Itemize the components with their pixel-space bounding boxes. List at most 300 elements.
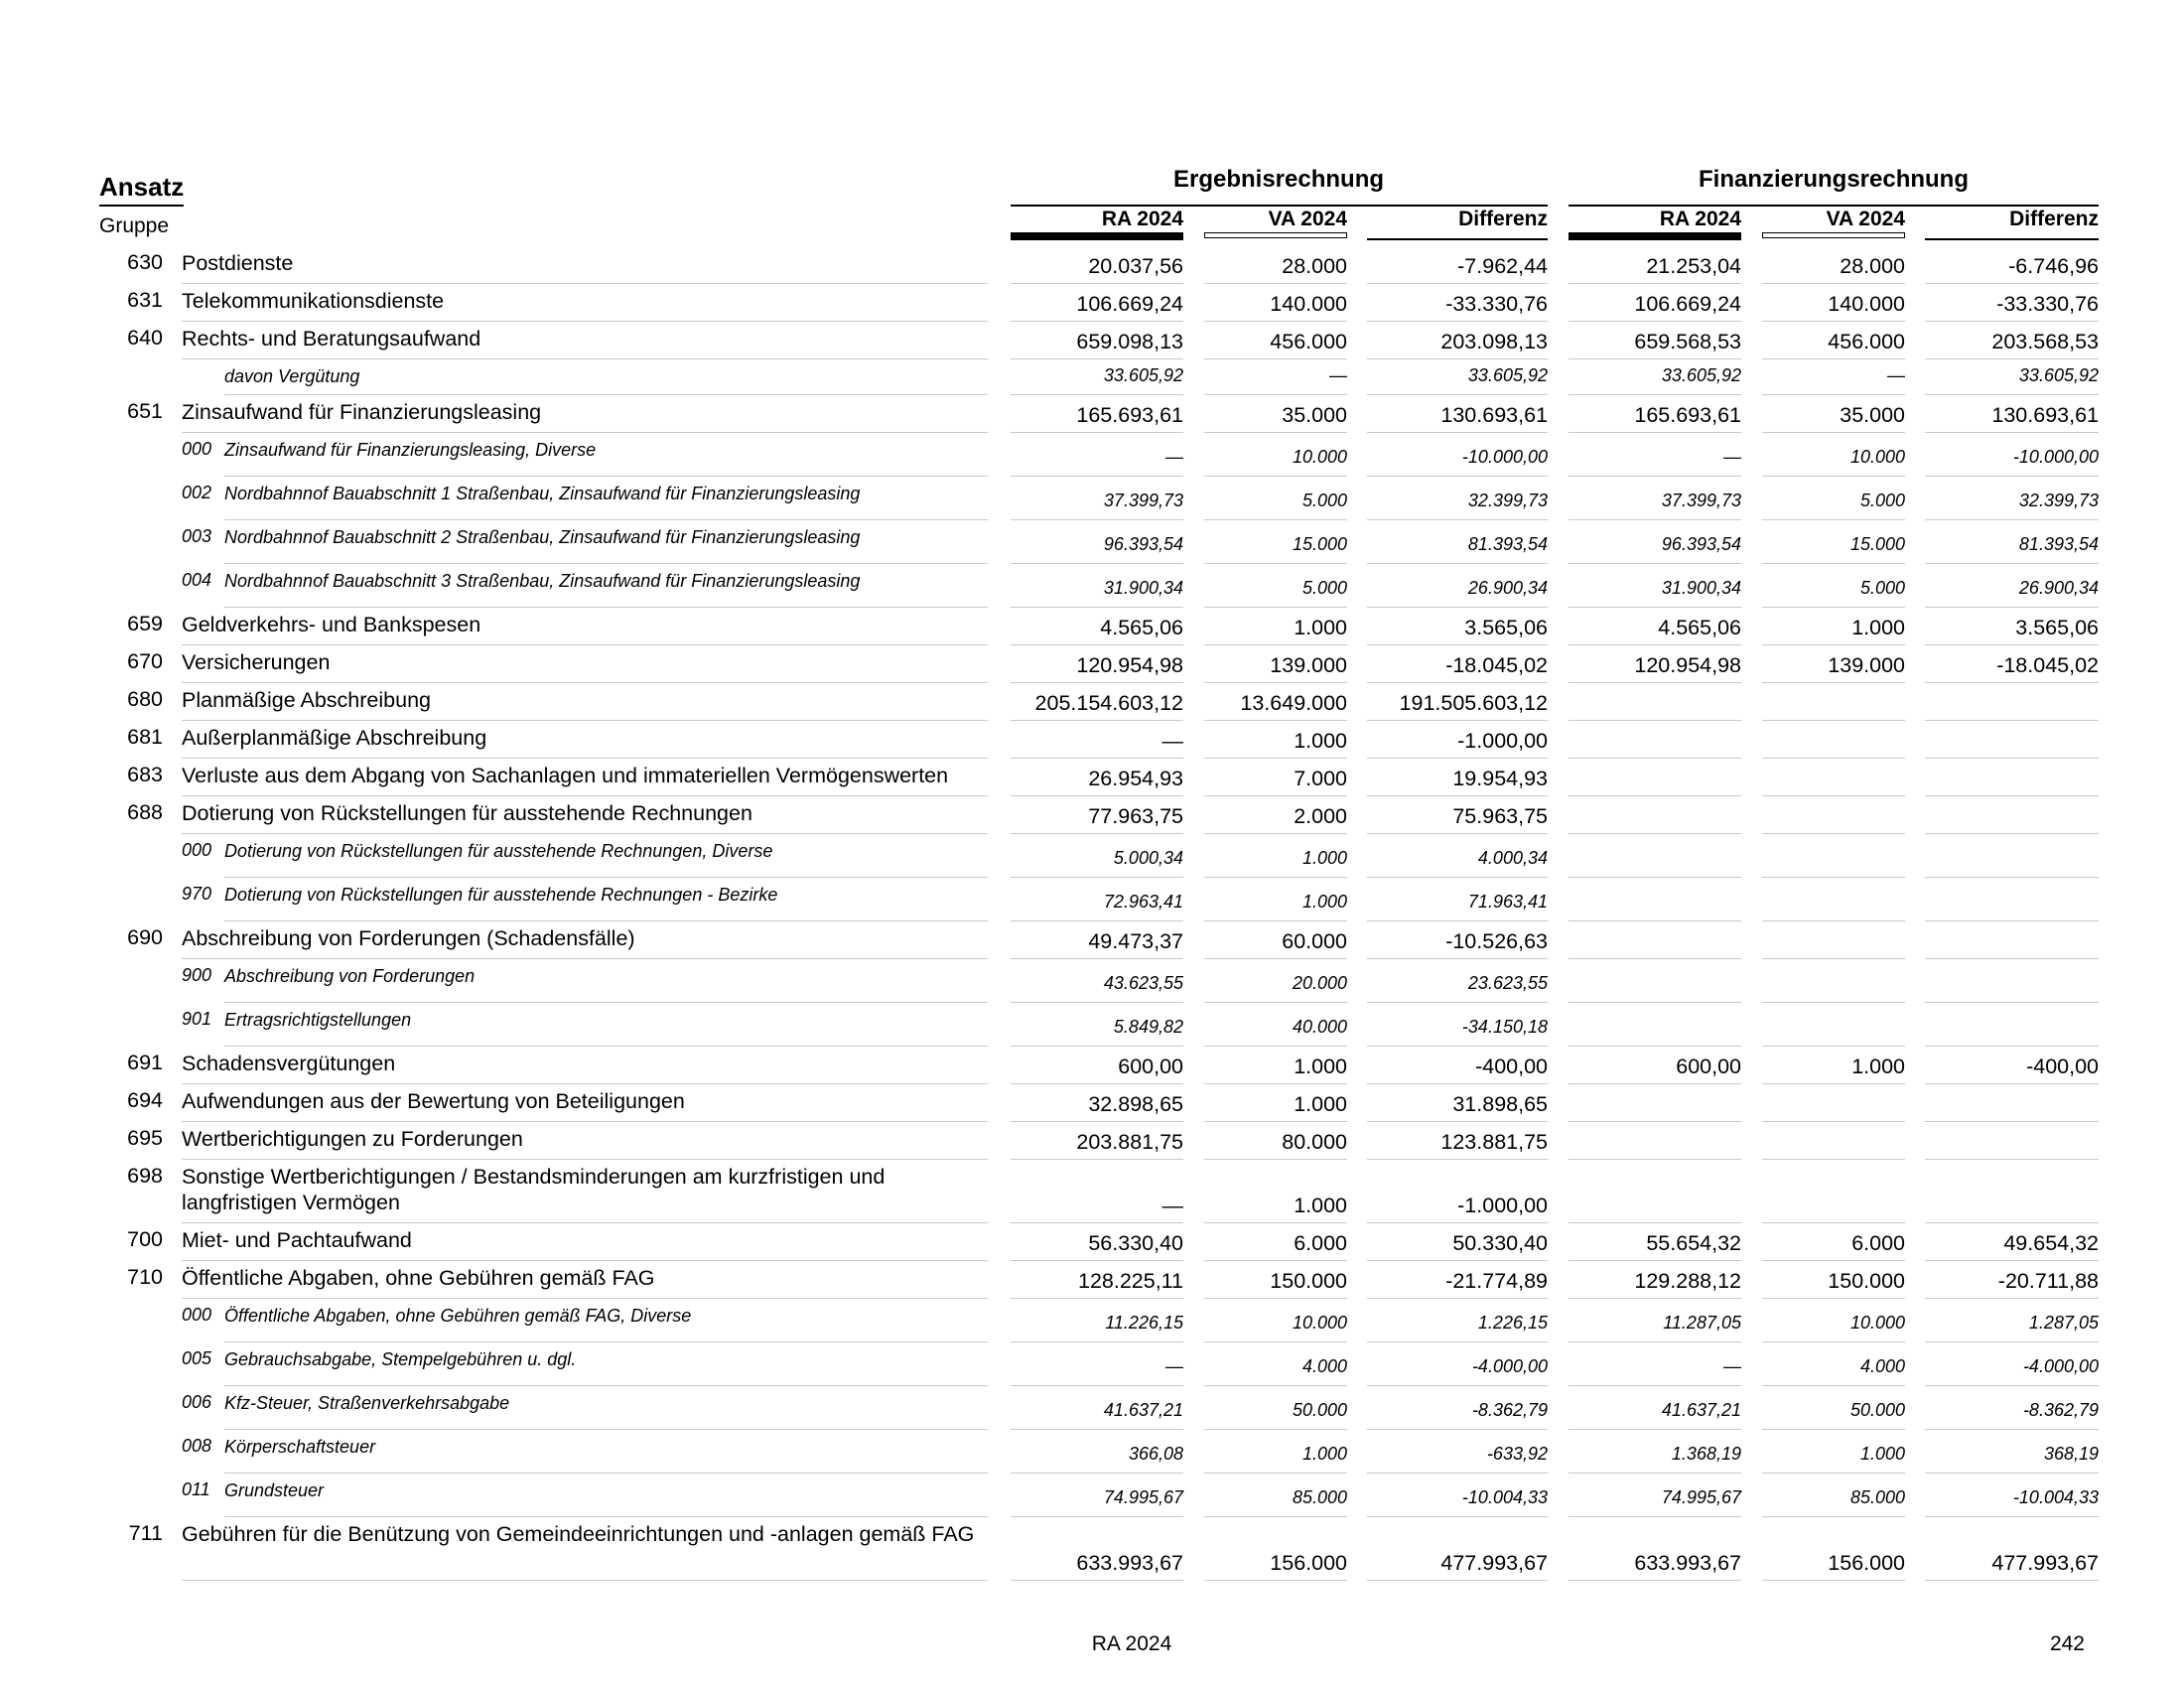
value-cell: 129.288,12 [1569,1261,1741,1299]
ansatz-code: 694 [127,1088,163,1112]
row-label: Öffentliche Abgaben, ohne Gebühren gemäß FAG [182,1261,988,1299]
value-cell: -400,00 [1367,1047,1548,1084]
value-cell: 75.963,75 [1367,796,1548,834]
value-cell: 1.000 [1204,721,1347,759]
table-row [0,1047,2184,1084]
ansatz-code: 631 [127,288,163,312]
budget-table [0,246,2184,1581]
value-cell: 10.000 [1204,433,1347,477]
sub-row-label: Grundsteuer [224,1474,988,1517]
table-row [0,796,2184,834]
ansatz-code: 680 [127,687,163,711]
sub-code: 003 [182,526,212,546]
sub-row-label: Kfz-Steuer, Straßenverkehrsabgabe [224,1386,988,1430]
value-cell: 81.393,54 [1925,520,2099,564]
sub-code: 008 [182,1436,212,1456]
ansatz-code: 681 [127,725,163,749]
value-cell: 3.565,06 [1925,608,2099,645]
col-er-ra-2024: RA 2024 [1101,208,1183,230]
table-row [0,284,2184,322]
table-row [0,878,2184,921]
value-cell: 50.000 [1204,1386,1347,1430]
sub-row-label: Ertragsrichtigstellungen [224,1003,988,1047]
row-label: Gebühren für die Benützung von Gemeindeeinrichtungen und -anlagen gemäß FAG [182,1517,988,1581]
row-label: Geldverkehrs- und Bankspesen [182,608,988,645]
value-cell: 33.605,92 [1925,359,2099,395]
value-cell: 21.253,04 [1569,246,1741,284]
value-cell: 35.000 [1762,395,1905,433]
value-cell: 56.330,40 [1011,1223,1183,1261]
table-row [0,477,2184,520]
value-cell: -633,92 [1367,1430,1548,1474]
finanzierungsrechnung-heading: Finanzierungsrechnung [1698,166,1969,193]
value-cell: 6.000 [1204,1223,1347,1261]
value-cell: 120.954,98 [1011,645,1183,683]
value-cell: 456.000 [1762,322,1905,359]
row-label: Wertberichtigungen zu Forderungen [182,1122,988,1160]
value-cell: 139.000 [1204,645,1347,683]
value-cell: — [1011,1160,1183,1223]
value-cell [1762,1003,1905,1047]
table-row [0,1430,2184,1474]
value-cell [1569,759,1741,796]
value-cell: 81.393,54 [1367,520,1548,564]
value-cell: 28.000 [1762,246,1905,284]
col-fr-va-2024: VA 2024 [1826,208,1905,230]
value-cell: 85.000 [1762,1474,1905,1517]
value-cell: 1.000 [1204,878,1347,921]
value-cell: 72.963,41 [1011,878,1183,921]
table-row [0,721,2184,759]
value-cell: -10.526,63 [1367,921,1548,959]
table-row [0,322,2184,359]
page-number: 242 [2049,1632,2085,1655]
sub-row-label: Nordbahnnof Bauabschnitt 3 Straßenbau, Zinsaufwand für Finanzierungsleasing [224,564,988,608]
value-cell: 203.881,75 [1011,1122,1183,1160]
value-cell: 3.565,06 [1367,608,1548,645]
value-cell: 1.368,19 [1569,1430,1741,1474]
value-cell: -10.000,00 [1925,433,2099,477]
table-row [0,1160,2184,1223]
value-cell: 366,08 [1011,1430,1183,1474]
value-cell: -33.330,76 [1925,284,2099,322]
value-cell: 32.399,73 [1367,477,1548,520]
value-cell: -18.045,02 [1367,645,1548,683]
value-cell: 80.000 [1204,1122,1347,1160]
value-cell: 37.399,73 [1011,477,1183,520]
sub-code: 901 [182,1009,212,1029]
value-cell: 19.954,93 [1367,759,1548,796]
value-cell: 26.954,93 [1011,759,1183,796]
value-cell: — [1569,433,1741,477]
value-cell: 1.000 [1762,1047,1905,1084]
value-cell [1762,834,1905,878]
value-cell [1925,796,2099,834]
sub-code: 900 [182,965,212,985]
value-cell: 633.993,67 [1569,1517,1741,1581]
value-cell: 41.637,21 [1569,1386,1741,1430]
value-cell: 1.226,15 [1367,1299,1548,1342]
value-cell: 156.000 [1204,1517,1347,1581]
value-cell: 33.605,92 [1011,359,1183,395]
row-label: Postdienste [182,246,988,284]
value-cell [1762,1122,1905,1160]
value-cell: 31.900,34 [1569,564,1741,608]
table-row [0,834,2184,878]
table-row [0,1084,2184,1122]
ansatz-code: 670 [127,649,163,673]
table-row [0,921,2184,959]
value-cell: — [1011,1342,1183,1386]
value-cell: -8.362,79 [1925,1386,2099,1430]
value-cell [1925,1084,2099,1122]
row-label: Außerplanmäßige Abschreibung [182,721,988,759]
table-row [0,520,2184,564]
value-cell: -33.330,76 [1367,284,1548,322]
value-cell: 74.995,67 [1569,1474,1741,1517]
value-cell: 203.568,53 [1925,322,2099,359]
value-cell: 128.225,11 [1011,1261,1183,1299]
er-va-marker-bar [1204,232,1347,238]
value-cell [1762,721,1905,759]
value-cell: 31.900,34 [1011,564,1183,608]
value-cell: -4.000,00 [1367,1342,1548,1386]
value-cell: 191.505.603,12 [1367,683,1548,721]
sub-row-label: Körperschaftsteuer [224,1430,988,1474]
value-cell: 77.963,75 [1011,796,1183,834]
sub-row-label: Nordbahnnof Bauabschnitt 2 Straßenbau, Zinsaufwand für Finanzierungsleasing [224,520,988,564]
row-label: Rechts- und Beratungsaufwand [182,322,988,359]
ansatz-heading: Ansatz [99,171,184,207]
value-cell: 4.565,06 [1011,608,1183,645]
sub-code: 000 [182,1305,212,1325]
value-cell: 165.693,61 [1011,395,1183,433]
sub-row-label: Dotierung von Rückstellungen für ausstehende Rechnungen - Bezirke [224,878,988,921]
value-cell: -400,00 [1925,1047,2099,1084]
value-cell: 4.000 [1762,1342,1905,1386]
table-row [0,359,2184,395]
value-cell: 50.000 [1762,1386,1905,1430]
value-cell: 4.000 [1204,1342,1347,1386]
value-cell: 33.605,92 [1367,359,1548,395]
value-cell [1925,721,2099,759]
value-cell: 140.000 [1204,284,1347,322]
row-label: Verluste aus dem Abgang von Sachanlagen und immateriellen Vermögenswerten [182,759,988,796]
value-cell: 1.000 [1204,1084,1347,1122]
value-cell: 165.693,61 [1569,395,1741,433]
row-label: Zinsaufwand für Finanzierungsleasing [182,395,988,433]
value-cell: 456.000 [1204,322,1347,359]
fr-differenz-rule [1925,238,2099,240]
value-cell [1762,959,1905,1003]
row-label: Miet- und Pachtaufwand [182,1223,988,1261]
value-cell [1569,796,1741,834]
value-cell: 15.000 [1204,520,1347,564]
value-cell: 20.037,56 [1011,246,1183,284]
ansatz-code: 659 [127,612,163,635]
value-cell: 106.669,24 [1011,284,1183,322]
ergebnisrechnung-heading: Ergebnisrechnung [1172,166,1385,193]
value-cell [1925,759,2099,796]
value-cell: 659.568,53 [1569,322,1741,359]
value-cell [1925,878,2099,921]
sub-code: 011 [182,1479,210,1499]
value-cell [1925,921,2099,959]
sub-row-label: davon Vergütung [224,359,988,395]
table-row [0,564,2184,608]
table-row [0,246,2184,284]
ansatz-code: 711 [128,1521,163,1545]
table-row [0,1299,2184,1342]
value-cell [1569,721,1741,759]
value-cell: 96.393,54 [1569,520,1741,564]
ansatz-code: 651 [127,399,163,423]
ansatz-code: 690 [127,925,163,949]
sub-code: 000 [182,840,212,860]
value-cell: -21.774,89 [1367,1261,1548,1299]
value-cell: 23.623,55 [1367,959,1548,1003]
value-cell [1569,683,1741,721]
value-cell: 5.849,82 [1011,1003,1183,1047]
value-cell: -34.150,18 [1367,1003,1548,1047]
value-cell [1925,1122,2099,1160]
table-row [0,645,2184,683]
value-cell: 5.000 [1762,477,1905,520]
sub-row-label: Abschreibung von Forderungen [224,959,988,1003]
value-cell: 10.000 [1762,433,1905,477]
value-cell: 26.900,34 [1367,564,1548,608]
value-cell: 31.898,65 [1367,1084,1548,1122]
value-cell [1762,683,1905,721]
value-cell: 5.000,34 [1011,834,1183,878]
value-cell: 13.649.000 [1204,683,1347,721]
value-cell: 1.000 [1204,1047,1347,1084]
col-fr-ra-2024: RA 2024 [1659,208,1741,230]
value-cell: 10.000 [1762,1299,1905,1342]
value-cell [1569,1084,1741,1122]
value-cell: — [1569,1342,1741,1386]
row-label: Telekommunikationsdienste [182,284,988,322]
value-cell: 1.000 [1762,1430,1905,1474]
value-cell [1925,1160,2099,1223]
sub-row-label: Nordbahnnof Bauabschnitt 1 Straßenbau, Zinsaufwand für Finanzierungsleasing [224,477,988,520]
ansatz-code: 640 [127,326,163,350]
value-cell: 71.963,41 [1367,878,1548,921]
value-cell: 55.654,32 [1569,1223,1741,1261]
sub-row-label: Dotierung von Rückstellungen für ausstehende Rechnungen, Diverse [224,834,988,878]
value-cell: 20.000 [1204,959,1347,1003]
col-fr-differenz: Differenz [2009,208,2099,230]
value-cell: 4.565,06 [1569,608,1741,645]
er-ra-marker-bar [1011,232,1183,240]
value-cell [1925,834,2099,878]
value-cell: 106.669,24 [1569,284,1741,322]
ansatz-code: 683 [127,763,163,786]
value-cell: 130.693,61 [1367,395,1548,433]
value-cell: 32.399,73 [1925,477,2099,520]
value-cell: 5.000 [1762,564,1905,608]
gruppe-subheading: Gruppe [99,214,170,237]
value-cell: 368,19 [1925,1430,2099,1474]
ansatz-code: 710 [127,1265,163,1289]
value-cell: 37.399,73 [1569,477,1741,520]
sub-code: 970 [182,884,212,904]
fr-ra-marker-bar [1569,232,1741,240]
value-cell: — [1762,359,1905,395]
table-row [0,1261,2184,1299]
value-cell [1762,796,1905,834]
table-row [0,959,2184,1003]
value-cell: -1.000,00 [1367,721,1548,759]
sub-code: 004 [182,570,212,590]
value-cell [1569,959,1741,1003]
table-row [0,1223,2184,1261]
value-cell: 140.000 [1762,284,1905,322]
value-cell: 15.000 [1762,520,1905,564]
table-row [0,683,2184,721]
value-cell: 156.000 [1762,1517,1905,1581]
value-cell: 150.000 [1204,1261,1347,1299]
fr-va-marker-bar [1762,232,1905,238]
value-cell [1762,921,1905,959]
value-cell: 11.287,05 [1569,1299,1741,1342]
value-cell: 600,00 [1011,1047,1183,1084]
value-cell [1762,878,1905,921]
value-cell: -18.045,02 [1925,645,2099,683]
table-row [0,1122,2184,1160]
value-cell: 28.000 [1204,246,1347,284]
value-cell: -10.004,33 [1925,1474,2099,1517]
value-cell [1762,1084,1905,1122]
value-cell: 139.000 [1762,645,1905,683]
value-cell: 600,00 [1569,1047,1741,1084]
value-cell: 96.393,54 [1011,520,1183,564]
sub-code: 005 [182,1348,212,1368]
table-row [0,608,2184,645]
value-cell [1925,959,2099,1003]
value-cell: 40.000 [1204,1003,1347,1047]
table-row [0,395,2184,433]
value-cell: 1.000 [1762,608,1905,645]
value-cell: 1.000 [1204,1430,1347,1474]
sub-row-label: Gebrauchsabgabe, Stempelgebühren u. dgl. [224,1342,988,1386]
value-cell: -10.004,33 [1367,1474,1548,1517]
sub-row-label: Öffentliche Abgaben, ohne Gebühren gemäß FAG, Diverse [224,1299,988,1342]
value-cell: 205.154.603,12 [1011,683,1183,721]
value-cell: 477.993,67 [1367,1517,1548,1581]
table-row [0,433,2184,477]
value-cell [1569,834,1741,878]
value-cell: 35.000 [1204,395,1347,433]
value-cell: 26.900,34 [1925,564,2099,608]
value-cell: — [1011,721,1183,759]
sub-code: 006 [182,1392,212,1412]
ansatz-code: 700 [127,1227,163,1251]
value-cell: 11.226,15 [1011,1299,1183,1342]
value-cell: -4.000,00 [1925,1342,2099,1386]
value-cell: 1.000 [1204,1160,1347,1223]
value-cell: 32.898,65 [1011,1084,1183,1122]
value-cell: 203.098,13 [1367,322,1548,359]
value-cell [1925,683,2099,721]
value-cell: 60.000 [1204,921,1347,959]
value-cell: 1.000 [1204,608,1347,645]
value-cell: 5.000 [1204,477,1347,520]
value-cell: -6.746,96 [1925,246,2099,284]
ansatz-code: 691 [127,1051,163,1074]
footer-document-label: RA 2024 [1091,1632,1172,1655]
value-cell: 150.000 [1762,1261,1905,1299]
value-cell: 74.995,67 [1011,1474,1183,1517]
value-cell: 49.654,32 [1925,1223,2099,1261]
value-cell [1569,1122,1741,1160]
value-cell [1569,1003,1741,1047]
value-cell: 85.000 [1204,1474,1347,1517]
table-row [0,1386,2184,1430]
value-cell: — [1011,433,1183,477]
row-label: Schadensvergütungen [182,1047,988,1084]
ansatz-code: 688 [127,800,163,824]
value-cell: — [1204,359,1347,395]
col-er-va-2024: VA 2024 [1268,208,1347,230]
sub-code: 002 [182,483,212,502]
value-cell [1569,921,1741,959]
value-cell [1569,878,1741,921]
value-cell: 10.000 [1204,1299,1347,1342]
value-cell: 50.330,40 [1367,1223,1548,1261]
value-cell: -8.362,79 [1367,1386,1548,1430]
sub-row-label: Zinsaufwand für Finanzierungsleasing, Diverse [224,433,988,477]
value-cell: 43.623,55 [1011,959,1183,1003]
value-cell: 2.000 [1204,796,1347,834]
row-label: Aufwendungen aus der Bewertung von Beteiligungen [182,1084,988,1122]
value-cell: -20.711,88 [1925,1261,2099,1299]
value-cell: 49.473,37 [1011,921,1183,959]
value-cell [1569,1160,1741,1223]
ansatz-code: 695 [127,1126,163,1150]
value-cell: -10.000,00 [1367,433,1548,477]
value-cell: -1.000,00 [1367,1160,1548,1223]
value-cell: 7.000 [1204,759,1347,796]
row-label: Planmäßige Abschreibung [182,683,988,721]
col-er-differenz: Differenz [1458,208,1548,230]
value-cell: 6.000 [1762,1223,1905,1261]
sub-code: 000 [182,439,212,459]
value-cell: 1.000 [1204,834,1347,878]
er-differenz-rule [1367,238,1548,240]
value-cell [1762,1160,1905,1223]
table-row [0,1342,2184,1386]
value-cell: 4.000,34 [1367,834,1548,878]
value-cell: 633.993,67 [1011,1517,1183,1581]
ansatz-code: 630 [127,250,163,274]
table-row [0,759,2184,796]
value-cell [1925,1003,2099,1047]
value-cell: 5.000 [1204,564,1347,608]
row-label: Dotierung von Rückstellungen für ausstehende Rechnungen [182,796,988,834]
value-cell: 1.287,05 [1925,1299,2099,1342]
value-cell: 659.098,13 [1011,322,1183,359]
value-cell: 120.954,98 [1569,645,1741,683]
value-cell [1762,759,1905,796]
table-row [0,1517,2184,1581]
row-label: Abschreibung von Forderungen (Schadensfälle) [182,921,988,959]
row-label: Versicherungen [182,645,988,683]
value-cell: 41.637,21 [1011,1386,1183,1430]
value-cell: 477.993,67 [1925,1517,2099,1581]
value-cell: 33.605,92 [1569,359,1741,395]
value-cell: -7.962,44 [1367,246,1548,284]
